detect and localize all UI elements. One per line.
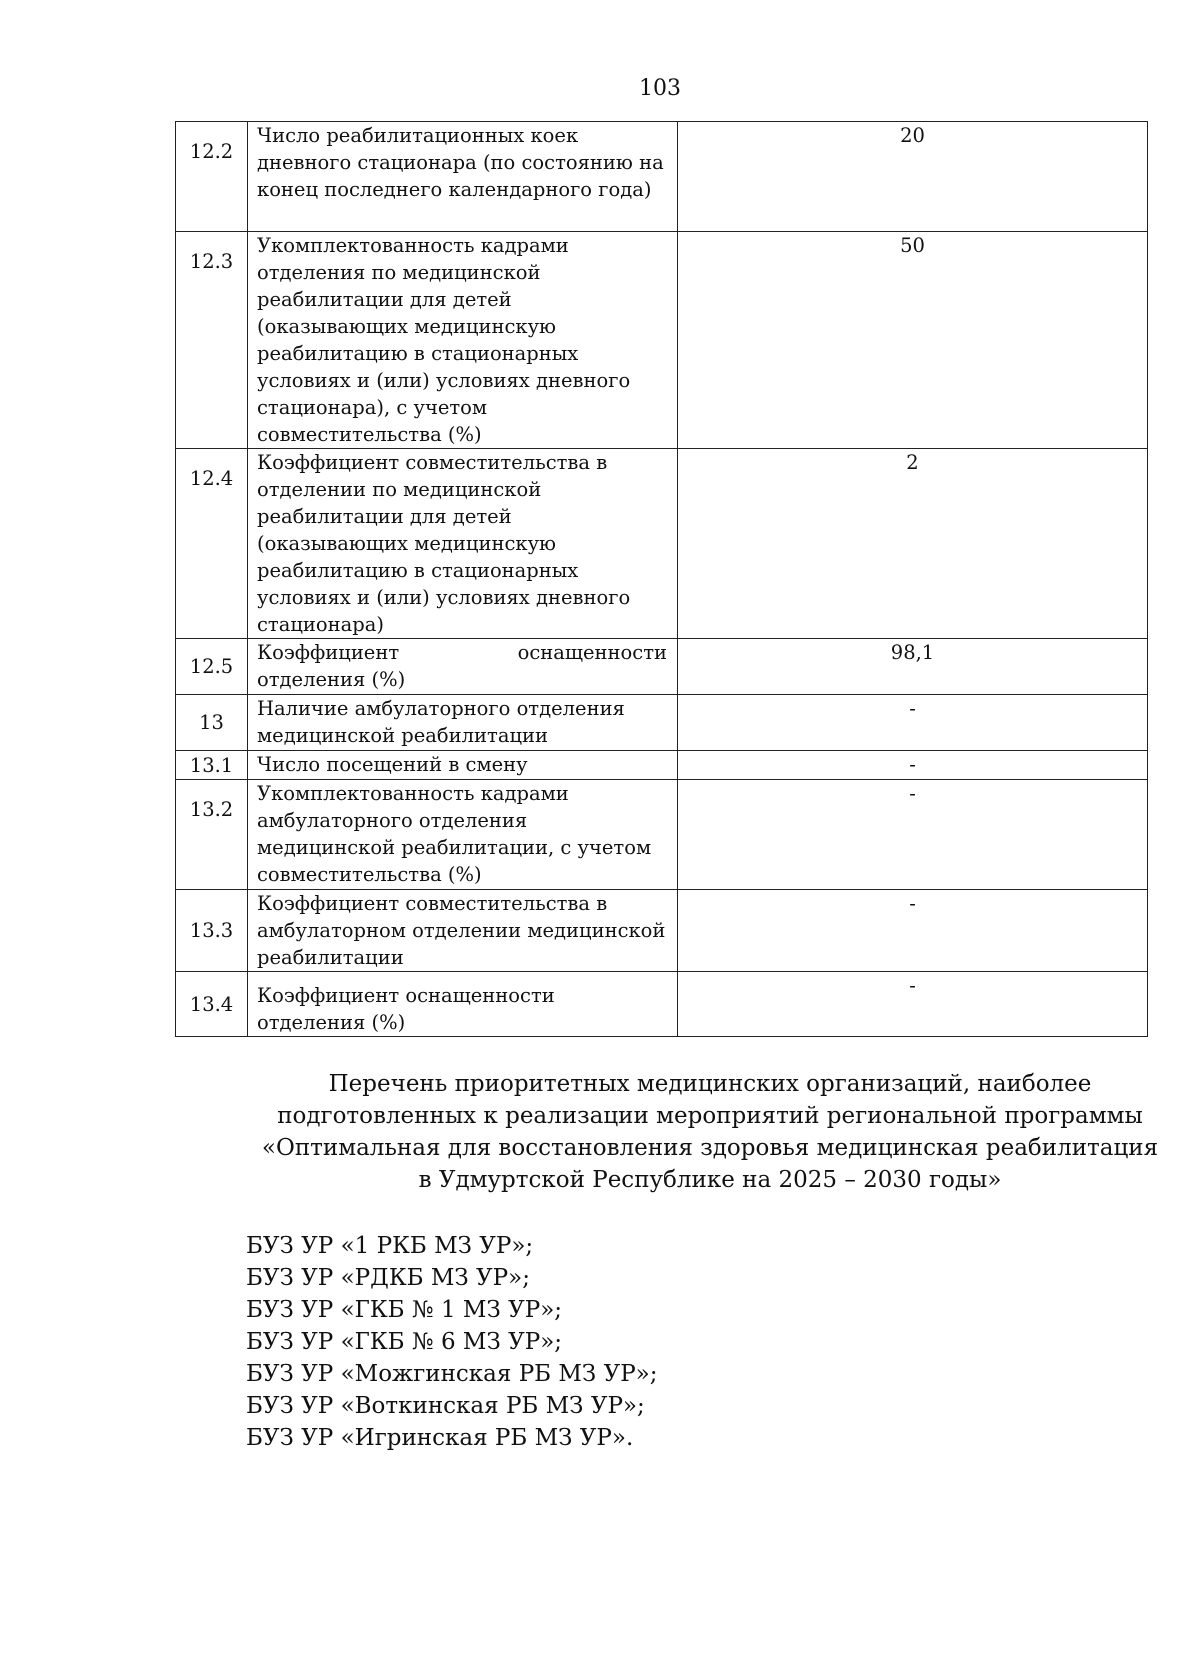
row-indicator-name: Укомплектованность кадрами амбулаторного отделения медицинской реабилитации, с учетом совместительства (%) — [248, 780, 678, 890]
row-value: 98,1 — [678, 639, 1148, 695]
row-number: 13.1 — [176, 751, 248, 780]
list-item: БУЗ УР «ГКБ № 1 МЗ УР»; — [246, 1297, 563, 1323]
row-number: 12.4 — [176, 449, 248, 639]
row-indicator-name: Коэффициент оснащенности отделения (%) — [248, 639, 678, 695]
list-item: БУЗ УР «РДКБ МЗ УР»; — [246, 1265, 530, 1291]
list-item: БУЗ УР «1 РКБ МЗ УР»; — [246, 1233, 534, 1259]
row-number: 12.3 — [176, 232, 248, 449]
list-title — [200, 1068, 1200, 1196]
row-indicator-name: Укомплектованность кадрами отделения по медицинской реабилитации для детей (оказывающих медицинскую реабилитацию в стационарных условиях и (или) условиях дневного стационара), с учетом совместительства (%) — [248, 232, 678, 449]
organization-list — [246, 1230, 658, 1454]
row-value: - — [678, 780, 1148, 890]
table-row — [176, 751, 1148, 780]
table-row — [176, 122, 1148, 232]
table-row — [176, 695, 1148, 751]
indicators-table — [175, 121, 1148, 1037]
row-indicator-name: Коэффициент оснащенности отделения (%) — [248, 972, 678, 1037]
row-value: 50 — [678, 232, 1148, 449]
row-indicator-name: Коэффициент совместительства в амбулаторном отделении медицинской реабилитации — [248, 890, 678, 972]
row-indicator-name: Число посещений в смену — [248, 751, 678, 780]
row-value: - — [678, 751, 1148, 780]
list-title-line: Перечень приоритетных медицинских организаций, наиболее — [328, 1071, 1092, 1097]
row-number: 13.4 — [176, 972, 248, 1037]
page-number: 103 — [639, 76, 681, 101]
list-title-line: «Оптимальная для восстановления здоровья медицинская реабилитация — [261, 1135, 1159, 1161]
row-number: 13.3 — [176, 890, 248, 972]
row-value: - — [678, 890, 1148, 972]
list-item: БУЗ УР «Воткинская РБ МЗ УР»; — [246, 1393, 645, 1419]
row-number: 13 — [176, 695, 248, 751]
list-item: БУЗ УР «Игринская РБ МЗ УР». — [246, 1425, 634, 1451]
list-item: БУЗ УР «ГКБ № 6 МЗ УР»; — [246, 1329, 563, 1355]
list-title-line: в Удмуртской Республике на 2025 – 2030 годы» — [418, 1167, 1002, 1193]
table-row — [176, 890, 1148, 972]
list-item: БУЗ УР «Можгинская РБ МЗ УР»; — [246, 1361, 658, 1387]
row-indicator-name: Число реабилитационных коек дневного стационара (по состоянию на конец последнего календарного года) — [248, 122, 678, 232]
list-title-line: подготовленных к реализации мероприятий региональной программы — [277, 1103, 1143, 1129]
row-value: - — [678, 972, 1148, 1037]
table-row — [176, 972, 1148, 1037]
table-row — [176, 449, 1148, 639]
row-number: 13.2 — [176, 780, 248, 890]
row-value: - — [678, 695, 1148, 751]
row-indicator-name: Наличие амбулаторного отделения медицинской реабилитации — [248, 695, 678, 751]
table-row — [176, 639, 1148, 695]
row-value: 2 — [678, 449, 1148, 639]
row-indicator-name: Коэффициент совместительства в отделении по медицинской реабилитации для детей (оказывающих медицинскую реабилитацию в стационарных условиях и (или) условиях дневного стационара) — [248, 449, 678, 639]
row-number: 12.5 — [176, 639, 248, 695]
table-row — [176, 232, 1148, 449]
table-row — [176, 780, 1148, 890]
row-number: 12.2 — [176, 122, 248, 232]
row-value: 20 — [678, 122, 1148, 232]
